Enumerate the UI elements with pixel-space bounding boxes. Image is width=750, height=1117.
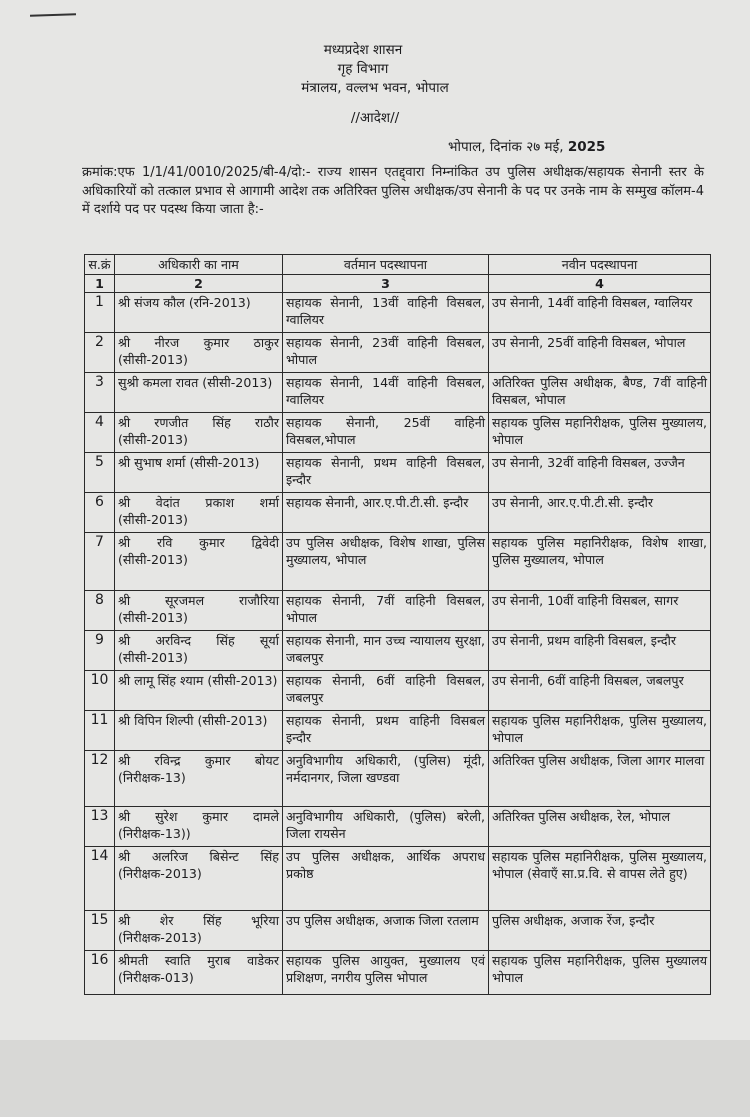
table-row <box>85 413 711 453</box>
new-posting-cell: अतिरिक्त पुलिस अधीक्षक, रेल, भोपाल <box>489 807 711 847</box>
table-row <box>85 751 711 807</box>
table-row <box>85 631 711 671</box>
new-posting-cell: सहायक पुलिस महानिरीक्षक, पुलिस मुख्यालय, भोपाल <box>489 711 711 751</box>
pen-mark <box>30 13 76 17</box>
table-row <box>85 373 711 413</box>
new-posting-cell: सहायक पुलिस महानिरीक्षक, पुलिस मुख्यालय, भोपाल (सेवाएँ सा.प्र.वि. से वापस लेते हुए) <box>489 847 711 911</box>
officer-name-cell: श्री सुभाष शर्मा (सीसी-2013) <box>115 453 283 493</box>
serial-number-cell: 12 <box>85 751 115 807</box>
current-posting-cell: उप पुलिस अधीक्षक, विशेष शाखा, पुलिस मुख्यालय, भोपाल <box>283 533 489 591</box>
order-date <box>448 137 605 155</box>
officer-name-cell: श्री अरविन्द सिंह सूर्या (सीसी-2013) <box>115 631 283 671</box>
table-header-row <box>85 255 711 275</box>
new-posting-cell: उप सेनानी, 14वीं वाहिनी विसबल, ग्वालियर <box>489 293 711 333</box>
col-number: 3 <box>283 275 489 293</box>
col-number: 1 <box>85 275 115 293</box>
serial-number-cell: 13 <box>85 807 115 847</box>
officer-name-cell: सुश्री कमला रावत (सीसी-2013) <box>115 373 283 413</box>
officer-name-cell: श्री संजय कौल (रनि-2013) <box>115 293 283 333</box>
officer-name-cell: श्री रवि कुमार द्विवेदी (सीसी-2013) <box>115 533 283 591</box>
posting-table <box>84 254 711 995</box>
current-posting-cell: अनुविभागीय अधिकारी, (पुलिस) बरेली, जिला रायसेन <box>283 807 489 847</box>
new-posting-cell: पुलिस अधीक्षक, अजाक रेंज, इन्दौर <box>489 911 711 951</box>
header-state: मध्यप्रदेश शासन <box>323 42 403 58</box>
officer-name-cell: श्री सुरेश कुमार दामले (निरीक्षक-13)) <box>115 807 283 847</box>
current-posting-cell: सहायक सेनानी, मान उच्च न्यायालय सुरक्षा, जबलपुर <box>283 631 489 671</box>
new-posting-cell: उप सेनानी, प्रथम वाहिनी विसबल, इन्दौर <box>489 631 711 671</box>
col-number: 2 <box>115 275 283 293</box>
current-posting-cell: सहायक सेनानी, 13वीं वाहिनी विसबल, ग्वालियर <box>283 293 489 333</box>
serial-number-cell: 9 <box>85 631 115 671</box>
serial-number-cell: 5 <box>85 453 115 493</box>
serial-number-cell: 14 <box>85 847 115 911</box>
table-row <box>85 671 711 711</box>
order-title: //आदेश// <box>350 110 400 126</box>
new-posting-cell: उप सेनानी, आर.ए.पी.टी.सी. इन्दौर <box>489 493 711 533</box>
current-posting-cell: सहायक सेनानी, 7वीं वाहिनी विसबल, भोपाल <box>283 591 489 631</box>
serial-number-cell: 15 <box>85 911 115 951</box>
current-posting-cell: उप पुलिस अधीक्षक, अजाक जिला रतलाम <box>283 911 489 951</box>
serial-number-cell: 2 <box>85 333 115 373</box>
header-new-posting: नवीन पदस्थापना <box>489 255 711 275</box>
new-posting-cell: सहायक पुलिस महानिरीक्षक, विशेष शाखा, पुलिस मुख्यालय, भोपाल <box>489 533 711 591</box>
col-number: 4 <box>489 275 711 293</box>
table-row <box>85 533 711 591</box>
header-address: मंत्रालय, वल्लभ भवन, भोपाल <box>301 80 449 96</box>
new-posting-cell: अतिरिक्त पुलिस अधीक्षक, जिला आगर मालवा <box>489 751 711 807</box>
serial-number-cell: 16 <box>85 951 115 995</box>
new-posting-cell: उप सेनानी, 25वीं वाहिनी विसबल, भोपाल <box>489 333 711 373</box>
officer-name-cell: श्री सूरजमल राजौरिया (सीसी-2013) <box>115 591 283 631</box>
header-department: गृह विभाग <box>337 61 389 77</box>
officer-name-cell: श्री वेदांत प्रकाश शर्मा (सीसी-2013) <box>115 493 283 533</box>
page-bottom-edge <box>0 1040 750 1117</box>
table-row <box>85 493 711 533</box>
officer-name-cell: श्रीमती स्वाति मुराब वाडेकर (निरीक्षक-013) <box>115 951 283 995</box>
current-posting-cell: सहायक पुलिस आयुक्त, मुख्यालय एवं प्रशिक्षण, नगरीय पुलिस भोपाल <box>283 951 489 995</box>
current-posting-cell: सहायक सेनानी, 14वीं वाहिनी विसबल, ग्वालियर <box>283 373 489 413</box>
serial-number-cell: 10 <box>85 671 115 711</box>
header-current-posting: वर्तमान पदस्थापना <box>283 255 489 275</box>
table-row <box>85 453 711 493</box>
new-posting-cell: सहायक पुलिस महानिरीक्षक, पुलिस मुख्यालय भोपाल <box>489 951 711 995</box>
date-year: 2025 <box>567 139 606 155</box>
date-prefix: भोपाल, दिनांक २७ मई, <box>448 139 564 155</box>
table-row <box>85 951 711 995</box>
current-posting-cell: सहायक सेनानी, आर.ए.पी.टी.सी. इन्दौर <box>283 493 489 533</box>
serial-number-cell: 11 <box>85 711 115 751</box>
current-posting-cell: सहायक सेनानी, प्रथम वाहिनी विसबल, इन्दौर <box>283 453 489 493</box>
officer-name-cell: श्री रणजीत सिंह राठौर (सीसी-2013) <box>115 413 283 453</box>
table-row <box>85 293 711 333</box>
current-posting-cell: अनुविभागीय अधिकारी, (पुलिस) मूंदी, नर्मदानगर, जिला खण्डवा <box>283 751 489 807</box>
new-posting-cell: उप सेनानी, 32वीं वाहिनी विसबल, उज्जैन <box>489 453 711 493</box>
current-posting-cell: सहायक सेनानी, 6वीं वाहिनी विसबल, जबलपुर <box>283 671 489 711</box>
current-posting-cell: सहायक सेनानी, प्रथम वाहिनी विसबल इन्दौर <box>283 711 489 751</box>
table-row <box>85 591 711 631</box>
serial-number-cell: 6 <box>85 493 115 533</box>
current-posting-cell: उप पुलिस अधीक्षक, आर्थिक अपराध प्रकोष्ठ <box>283 847 489 911</box>
column-number-row <box>85 275 711 293</box>
table-row <box>85 847 711 911</box>
officer-name-cell: श्री लामू सिंह श्याम (सीसी-2013) <box>115 671 283 711</box>
new-posting-cell: उप सेनानी, 10वीं वाहिनी विसबल, सागर <box>489 591 711 631</box>
serial-number-cell: 1 <box>85 293 115 333</box>
officer-name-cell: श्री नीरज कुमार ठाकुर (सीसी-2013) <box>115 333 283 373</box>
header-officer-name: अधिकारी का नाम <box>115 255 283 275</box>
order-intro-paragraph: क्रमांक:एफ 1/1/41/0010/2025/बी-4/दो:- राज्य शासन एतद्द्वारा निम्नांकित उप पुलिस अधीक्षक/सहायक सेनानी स्तर के अधिकारियों को तत्काल प्रभाव से आगामी आदेश तक अतिरिक्त पुलिस अधीक्षक/उप सेनानी के पद पर उनके नाम के सम्मुख कॉलम-4 में दर्शाये पद पर पदस्थ किया जाता है:- <box>82 165 704 217</box>
current-posting-cell: सहायक सेनानी, 25वीं वाहिनी विसबल,भोपाल <box>283 413 489 453</box>
serial-number-cell: 4 <box>85 413 115 453</box>
header-serial: स.क्रं <box>85 255 115 275</box>
serial-number-cell: 3 <box>85 373 115 413</box>
table-row <box>85 333 711 373</box>
new-posting-cell: सहायक पुलिस महानिरीक्षक, पुलिस मुख्यालय, भोपाल <box>489 413 711 453</box>
current-posting-cell: सहायक सेनानी, 23वीं वाहिनी विसबल, भोपाल <box>283 333 489 373</box>
serial-number-cell: 8 <box>85 591 115 631</box>
new-posting-cell: उप सेनानी, 6वीं वाहिनी विसबल, जबलपुर <box>489 671 711 711</box>
table-row <box>85 711 711 751</box>
serial-number-cell: 7 <box>85 533 115 591</box>
officer-name-cell: श्री शेर सिंह भूरिया (निरीक्षक-2013) <box>115 911 283 951</box>
new-posting-cell: अतिरिक्त पुलिस अधीक्षक, बैण्ड, 7वीं वाहिनी विसबल, भोपाल <box>489 373 711 413</box>
officer-name-cell: श्री विपिन शिल्पी (सीसी-2013) <box>115 711 283 751</box>
table-row <box>85 807 711 847</box>
table-row <box>85 911 711 951</box>
officer-name-cell: श्री अलरिज बिसेन्ट सिंह (निरीक्षक-2013) <box>115 847 283 911</box>
officer-name-cell: श्री रविन्द्र कुमार बोयट (निरीक्षक-13) <box>115 751 283 807</box>
